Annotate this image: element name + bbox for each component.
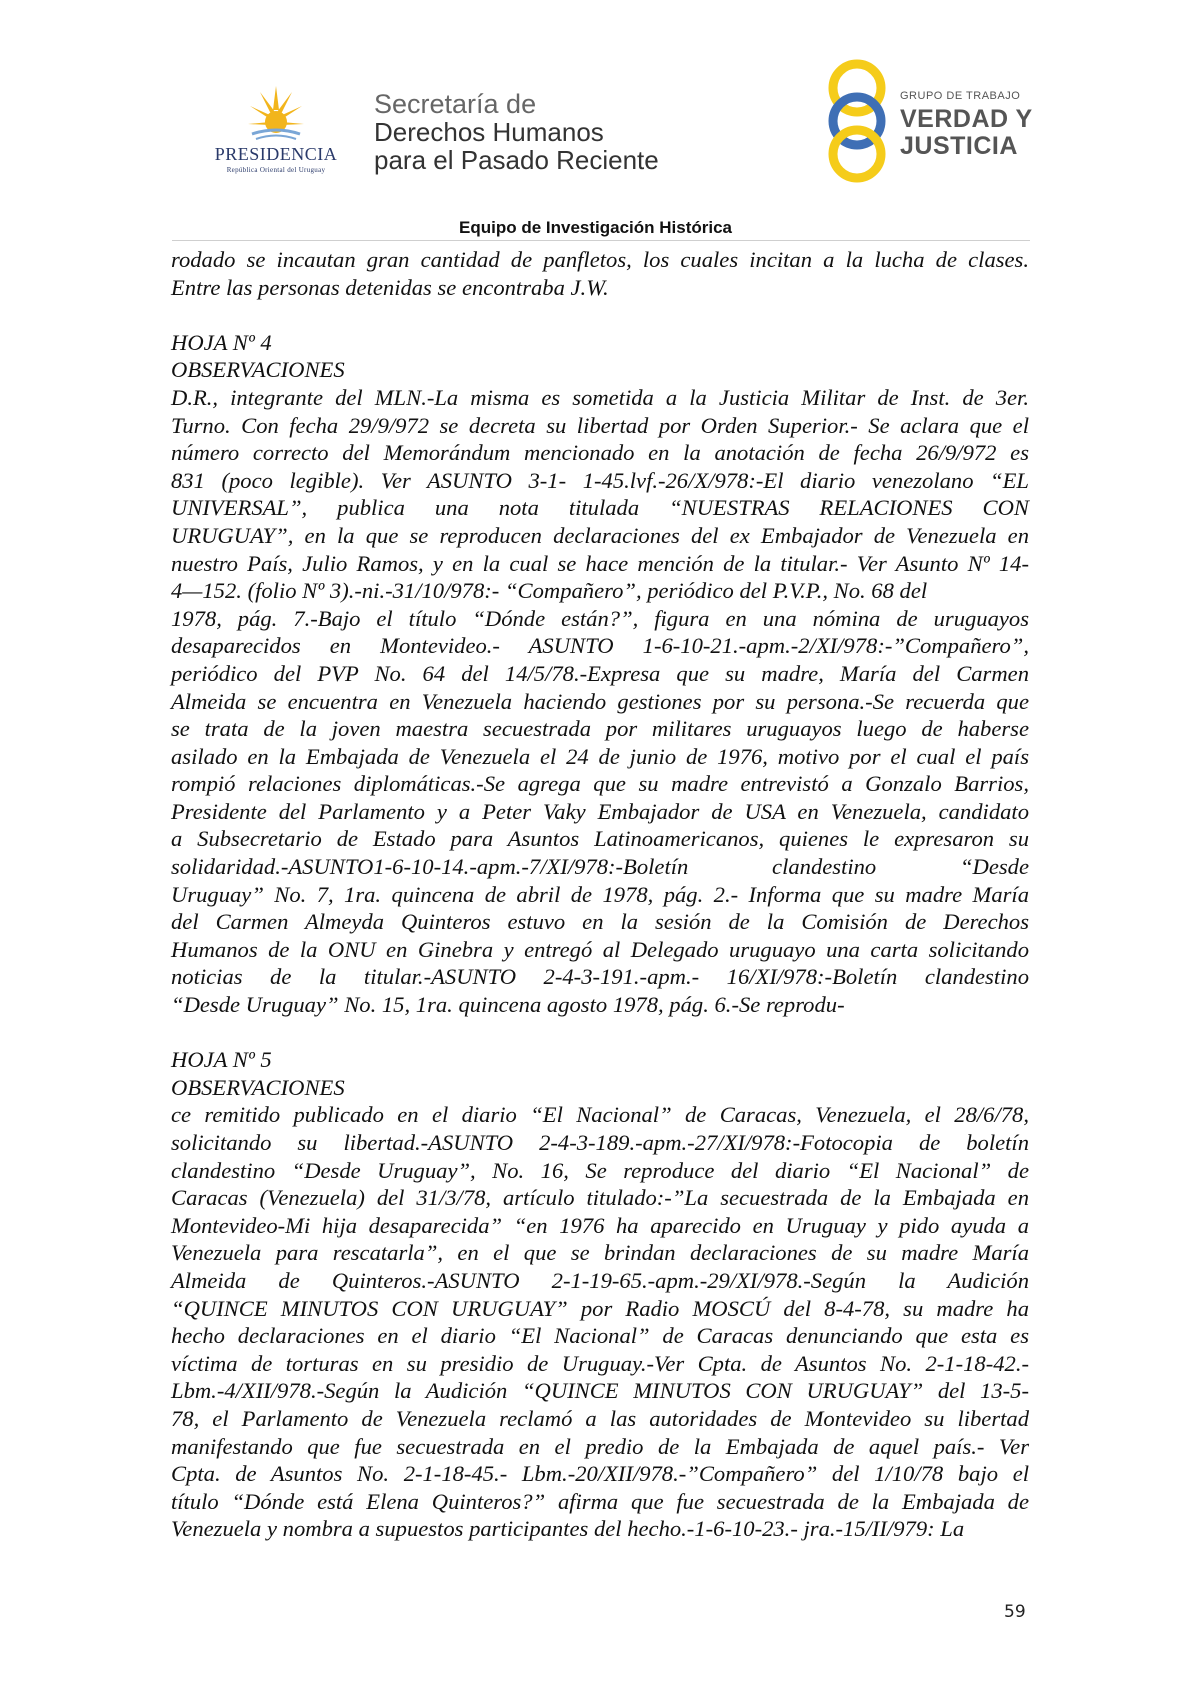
- text-line: número correcto del Memorándum mencionado en la anotación de fecha 26/9/972 es: [171, 440, 1029, 466]
- text-line: Presidente del Parlamento y a Peter Vaky Embajador de USA en Venezuela, candidato: [171, 798, 1029, 824]
- verdad-justicia-line-2: JUSTICIA: [900, 132, 1018, 160]
- text-line: “QUINCE MINUTOS CON URUGUAY” por Radio MOSCÚ del 8-4-78, su madre ha: [171, 1295, 1029, 1321]
- text-line: Venezuela y nombra a supuestos participantes del hecho.-1-6-10-23.- jra.-15/II/979: La: [171, 1516, 965, 1542]
- text-line: Uruguay” No. 7, 1ra. quincena de abril de 1978, pág. 2.- Informa que su madre María: [171, 881, 1029, 907]
- text-line: solicitando su libertad.-ASUNTO 2-4-3-189.-apm.-27/XI/978:-Fotocopia de boletín: [171, 1130, 1029, 1155]
- text-line: solidaridad.-ASUNTO1-6-10-14.-apm.-7/XI/978:-Boletín clandestino “Desde: [171, 854, 1029, 880]
- hoja-4-title: HOJA Nº 4: [171, 329, 272, 355]
- text-line: nuestro País, Julio Ramos, y en la cual se hace mención de la titular.- Ver Asunto Nº 14-: [171, 550, 1029, 576]
- secretaria-line-2: Derechos Humanos: [374, 117, 604, 147]
- header-divider: [172, 240, 1030, 241]
- secretaria-logo: [374, 90, 659, 174]
- text-line: del Carmen Almeyda Quinteros estuvo en la sesión de la Comisión de Derechos: [171, 909, 1029, 935]
- text-line: Almeida de Quinteros.-ASUNTO 2-1-19-65.-apm.-29/XI/978.-Según la Audición: [171, 1267, 1029, 1293]
- text-line: 78, el Parlamento de Venezuela reclamó a las autoridades de Montevideo su libertad: [171, 1405, 1029, 1431]
- verdad-justicia-line-1: VERDAD Y: [900, 105, 1033, 133]
- document-body: [171, 246, 1029, 1543]
- verdad-justicia-logo: [824, 58, 1044, 184]
- presidencia-title: PRESIDENCIA: [214, 144, 338, 164]
- text-line: Caracas (Venezuela) del 31/3/78, artículo titulado:-”La secuestrada de la Embajada en: [171, 1185, 1029, 1211]
- hoja-5-section: OBSERVACIONES: [171, 1074, 345, 1100]
- text-line: Lbm.-4/XII/978.-Según la Audición “QUINCE MINUTOS CON URUGUAY” del 13-5-: [171, 1378, 1029, 1404]
- text-line: Turno. Con fecha 29/9/972 se decreta su libertad por Orden Superior.- Se aclara que el: [171, 412, 1029, 438]
- text-line: asilado en la Embajada de Venezuela el 24 de junio de 1976, motivo por el cual el país: [171, 743, 1029, 769]
- text-line: víctima de torturas en su presidio de Uruguay.-Ver Cpta. de Asuntos No. 2-1-18-42.-: [171, 1350, 1029, 1376]
- secretaria-line-1: Secretaría de: [374, 89, 537, 119]
- text-line: 831 (poco legible). Ver ASUNTO 3-1- 1-45.lvf.-26/X/978:-El diario venezolano “EL: [171, 467, 1029, 493]
- text-line: Humanos de la ONU en Ginebra y entregó al Delegado uruguayo una carta solicitando: [171, 936, 1029, 962]
- page-number: 59: [1004, 1602, 1026, 1622]
- presidencia-logo: [196, 82, 356, 182]
- presidencia-subtitle: República Oriental del Uruguay: [226, 166, 326, 174]
- text-line: UNIVERSAL”, publica una nota titulada “NUESTRAS RELACIONES CON: [171, 495, 1029, 521]
- interlocked-rings-icon: [824, 58, 890, 184]
- text-line: a Subsecretario de Estado para Asuntos Latinoamericanos, quienes le expresaron su: [171, 826, 1029, 852]
- text-line: 4—152. (folio Nº 3).-ni.-31/10/978:- “Compañero”, periódico del P.V.P., No. 68 del: [171, 578, 928, 604]
- text-line: Entre las personas detenidas se encontraba J.W.: [171, 274, 609, 300]
- hoja-4-section: OBSERVACIONES: [171, 357, 345, 383]
- text-line: clandestino “Desde Uruguay”, No. 16, Se reproduce del diario “El Nacional” de: [171, 1157, 1029, 1183]
- text-line: Almeida se encuentra en Venezuela haciendo gestiones por su persona.-Se recuerda que: [171, 688, 1029, 714]
- spacer: [171, 1019, 1029, 1047]
- spacer: [171, 301, 1029, 329]
- team-heading: Equipo de Investigación Histórica: [459, 218, 732, 237]
- text-line: Cpta. de Asuntos No. 2-1-18-45.- Lbm.-20/XII/978.-”Compañero” del 1/10/78 bajo el: [171, 1461, 1029, 1487]
- text-line: se trata de la joven maestra secuestrada por militares uruguayos luego de haberse: [171, 716, 1029, 742]
- text-line: desaparecidos en Montevideo.- ASUNTO 1-6-10-21.-apm.-2/XI/978:-”Compañero”,: [171, 633, 1029, 659]
- text-line: D.R., integrante del MLN.-La misma es sometida a la Justicia Militar de Inst. de 3er.: [171, 384, 1029, 410]
- secretaria-line-3: para el Pasado Reciente: [374, 145, 659, 175]
- text-line: manifestando que fue secuestrada en el predio de la Embajada de aquel país.- Ver: [171, 1433, 1029, 1459]
- text-line: periódico del PVP No. 64 del 14/5/78.-Expresa que su madre, María del Carmen: [171, 660, 1029, 686]
- hoja-5-observations: [171, 1101, 1029, 1543]
- text-line: noticias de la titular.-ASUNTO 2-4-3-191.-apm.- 16/XI/978:-Boletín clandestino: [171, 964, 1029, 990]
- text-line: ce remitido publicado en el diario “El Nacional” de Caracas, Venezuela, el 28/6/78,: [171, 1102, 1029, 1128]
- sun-emblem-icon: [248, 82, 304, 142]
- hoja-4-observations: [171, 384, 1029, 1019]
- intro-paragraph: [171, 246, 1029, 301]
- text-line: rompió relaciones diplomáticas.-Se agrega que su madre entrevistó a Gonzalo Barrios,: [171, 771, 1029, 797]
- text-line: título “Dónde está Elena Quinteros?” afirma que fue secuestrada de la Embajada de: [171, 1488, 1029, 1514]
- verdad-justicia-small: GRUPO DE TRABAJO: [900, 90, 1021, 102]
- text-line: URUGUAY”, en la que se reproducen declaraciones del ex Embajador de Venezuela en: [171, 522, 1029, 548]
- text-line: hecho declaraciones en el diario “El Nacional” de Caracas denunciando que esta es: [171, 1323, 1029, 1349]
- text-line: Montevideo-Mi hija desaparecida” “en 1976 ha aparecido en Uruguay y pido ayuda a: [171, 1212, 1029, 1238]
- text-line: “Desde Uruguay” No. 15, 1ra. quincena agosto 1978, pág. 6.-Se reprodu-: [171, 992, 845, 1018]
- hoja-5-title: HOJA Nº 5: [171, 1047, 272, 1073]
- text-line: Venezuela para rescatarla”, en el que se brindan declaraciones de su madre María: [171, 1240, 1029, 1266]
- text-line: 1978, pág. 7.-Bajo el título “Dónde están?”, figura en una nómina de uruguayos: [171, 605, 1029, 631]
- text-line: rodado se incautan gran cantidad de panfletos, los cuales incitan a la lucha de clases.: [171, 247, 1029, 272]
